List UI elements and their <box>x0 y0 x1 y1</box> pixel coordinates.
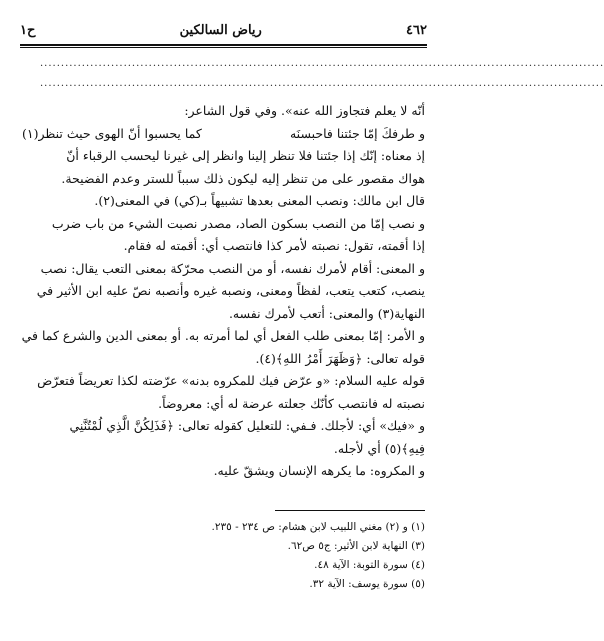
text-line: و الأمر: إمّا بمعنى طلب الفعل أي لما أمرته به. أو بمعنى الدين والشرع كما في <box>21 328 425 343</box>
verse-second-hemistich: كما يحسبوا أنّ الهوى حيث تنظر(١) <box>22 125 202 141</box>
running-title: رياض السالكين <box>179 22 262 38</box>
footnotes <box>22 518 425 594</box>
header-rule <box>20 44 427 48</box>
text-line: و «فيك» أي: لأجلك. فـفي: للتعليل كقوله تعالى: ﴿فَذَلِكُنَّ الَّذِي لُمْتُنَّنِي <box>69 418 425 433</box>
text-line: النهاية(٣) والمعنى: أتعب لأمرك نفسه. <box>228 305 425 321</box>
footnote: (٣) النهاية لابن الأثير: ج٥ ص٦٢. <box>287 540 425 552</box>
footnote: (٤) سورة التوبة: الآية ٤٨. <box>314 559 425 571</box>
page-number: ٤٦٢ <box>406 22 427 38</box>
text-line: قوله تعالى: ﴿وَظَهَرَ أَمْرُ اللهِ﴾(٤). <box>255 350 425 366</box>
text-line: أنّه لا يعلم فتجاوز الله عنه». وفي قول الشاعر: <box>184 103 425 118</box>
verse-first-hemistich: و طرفكَ إمّا جئتنا فاحبسنَه <box>289 125 425 141</box>
text-line: قوله عليه السلام: «و عرّض فيك للمكروه بدنه» عرّضته لكذا تعريضاً فتعرّض <box>37 373 425 388</box>
page-header <box>20 18 427 42</box>
text-line: قال ابن مالك: ونصب المعنى بعدها تشبيهاً بـ(كي) في المعنى(٢). <box>94 193 425 208</box>
poetry-verse <box>22 123 425 146</box>
dotted-line: ....................................................................................................................................... <box>40 78 604 89</box>
text-line: و المعنى: أقام لأمرك نفسه، أو من النصب محرّكة بمعنى التعب يقال: نصب <box>40 260 425 276</box>
footnote: (١) و (٢) مغني اللبيب لابن هشام: ص ٢٣٤ - ٢٣٥. <box>211 521 425 533</box>
footnote: (٥) سورة يوسف: الآية ٣٢. <box>309 578 425 590</box>
text-line: و نصب إمّا من النصب بسكون الصاد، مصدر نصبت الشيء من باب ضرب <box>51 215 425 231</box>
footnote-separator <box>275 510 425 511</box>
dotted-line: ....................................................................................................................................... <box>40 58 604 69</box>
text-line: فِيهِ﴾(٥) أي لأجله. <box>333 440 425 456</box>
text-line: و المكروه: ما يكرهه الإنسان ويشقّ عليه. <box>213 463 425 478</box>
text-line: هواك مقصور على من تنظر إليه ليكون ذلك سبباً للستر وعدم الفضيحة. <box>61 170 425 186</box>
text-line: إذ معناه: إنّك إذا جئتنا فلا تنظر إلينا وانظر إلى غيرنا ليحسب الرقباء أنّ <box>66 148 425 163</box>
text-line: نصبته له فانتصب كأنّك جعلته عرضة له أي: معروضاً. <box>158 395 425 411</box>
main-text <box>22 100 425 483</box>
text-line: إذا أقمته، تقول: نصبته لأمر كذا فانتصب أي: أقمته له فقام. <box>123 238 425 253</box>
volume-label: ح١ <box>20 22 36 38</box>
text-line: ينصب، كتعب يتعب، لفظاً ومعنى، ونصبه غيره وأنصبه نصّ عليه ابن الأثير في <box>36 283 425 298</box>
